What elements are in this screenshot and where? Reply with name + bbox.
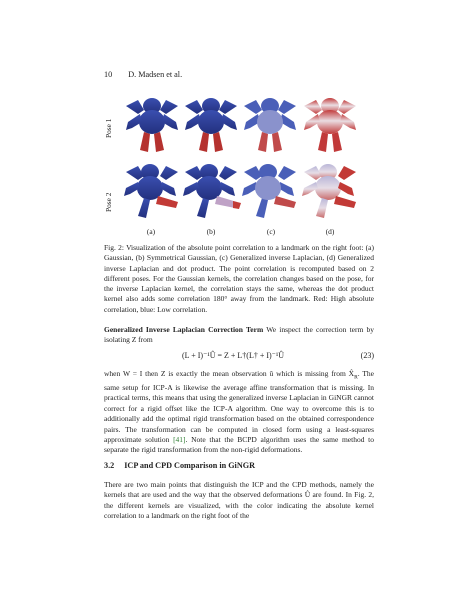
figure-b-pose-2	[177, 160, 245, 224]
figure-c-pose-2	[236, 160, 304, 224]
figure-b-pose-1	[177, 92, 245, 156]
paragraph-icp-a	[104, 369, 374, 456]
figure-d-pose-2	[296, 160, 364, 224]
column-label-a: (a)	[146, 227, 156, 236]
figure-caption: Fig. 2: Visualization of the absolute point correlation to a landmark on the right foot: (a) Gaussian, (b) Symmetrical Gaussian, (c) Generalized inverse Laplacian, (d) Generalized inverse Laplacian and dot product. The point correlation is recomputed based on 2 different poses. For the Gaussian kernels, the correlation changes based on the pose, for the inverse Laplacian kernel, the correlation stays the same, whereas the dot product kernel also adds some correlation 180° away from the landmark. Red: High absolute correlation, blue: Low correlation.	[104, 243, 374, 314]
running-authors: D. Madsen et al.	[128, 70, 183, 79]
paragraph-text-c: . The same setup for ICP-A is likewise the average affine transformation that is missing. In practical terms, this means that using the generalized inverse Laplacian in GiNGR cannot correct for a rigid offset like the ICP-A algorithm. One way to overcome this is to additionally add the optimal rigid transformation based on the obtained correspondence pairs. The transformation can be computed in closed form using a least-squares approximate solution	[104, 369, 374, 444]
column-label-b: (b)	[206, 227, 216, 236]
paragraph-text-a: when W = I then Z is exactly the mean observation û which is missing from X̂	[104, 369, 355, 378]
paragraph-text-d: . Note that the BCPD algorithm uses the same method to separate the rigid transformation from the non-rigid deformations.	[104, 434, 375, 455]
column-label-c: (c)	[266, 227, 276, 236]
paragraph-correction-term	[104, 325, 374, 346]
citation-link[interactable]: [41]	[173, 434, 186, 444]
column-label-d: (d)	[325, 227, 335, 236]
section-heading	[104, 461, 255, 470]
equation-body: (L + I)⁻¹Û = Z + L†(L† + I)⁻¹Û	[182, 351, 285, 360]
page-number: 10	[104, 70, 113, 79]
paragraph-icp-cpd: There are two main points that distinguish the ICP and the CPD methods, namely the kernels that are used and the way that the observed deformations Û are found. In Fig. 2, the different kernels are visualized, with the color indicating the absolute kernel correlation to a landmark on the right foot of the	[104, 480, 374, 521]
figure-a-pose-1	[118, 92, 186, 156]
figure-d-pose-1	[296, 92, 364, 156]
figure-a-pose-2	[118, 160, 186, 224]
equation-number: (23)	[360, 351, 374, 360]
row-label-pose-2: Pose 2	[104, 192, 113, 212]
section-title: ICP and CPD Comparison in GiNGR	[124, 461, 256, 470]
subscript-r: R	[354, 374, 358, 381]
paragraph-text: We inspect the correction term by isolating Z from	[104, 325, 374, 345]
running-header	[104, 70, 182, 79]
figure-c-pose-1	[236, 92, 304, 156]
paragraph-heading: Generalized Inverse Laplacian Correction Term	[104, 325, 264, 334]
row-label-pose-1: Pose 1	[104, 118, 113, 138]
section-number: 3.2	[104, 461, 115, 470]
